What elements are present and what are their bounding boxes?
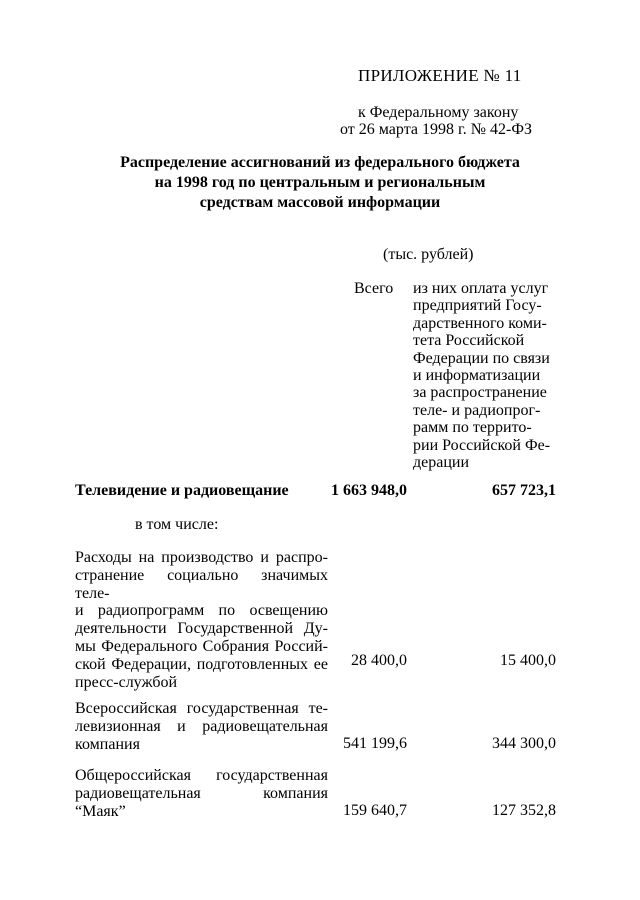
law-reference-line1: к Федеральному закону [358, 104, 519, 121]
heading-line: на 1998 год по центральным и региональным [154, 174, 486, 191]
label-line: странение социально значимых теле- [75, 566, 328, 602]
label-line: “Маяк” [75, 802, 126, 820]
column-header-line: за распространение [413, 384, 547, 402]
column-header-line: дарственного коми- [413, 314, 547, 332]
label-line: радиовещательная компания [75, 784, 328, 802]
label-line: пресс-службой [75, 673, 178, 691]
label-line: Всероссийская государственная те- [75, 700, 328, 717]
document-heading [0, 153, 640, 213]
column-header-line: рии Российской Фе- [413, 436, 551, 454]
column-header-line: дерации [413, 454, 470, 472]
table-row-label: в том числе: [135, 516, 219, 533]
table-cell-subtotal: 344 300,0 [492, 735, 556, 752]
column-header-line: и информатизации [413, 367, 541, 385]
label-line: Общероссийская государственная [75, 767, 328, 784]
column-header-total: Всего [354, 280, 394, 297]
label-line: Расходы на производство и распро- [75, 549, 328, 566]
label-line: и радиопрограмм по освещению [75, 602, 328, 620]
units-label: (тыс. рублей) [383, 246, 474, 263]
table-cell-total: 1 663 948,0 [331, 482, 407, 499]
table-row-label [75, 767, 328, 820]
label-line: мы Федерального Собрания Россий- [75, 637, 328, 655]
table-cell-subtotal: 657 723,1 [492, 482, 556, 499]
table-cell-total: 541 199,6 [343, 735, 407, 752]
table-cell-subtotal: 127 352,8 [492, 802, 556, 819]
label-line: левизионная и радиовещательная [75, 717, 328, 735]
label-line: компания [75, 735, 140, 753]
table-cell-subtotal: 15 400,0 [500, 652, 556, 669]
column-header-line: предприятий Госу- [413, 297, 542, 315]
law-reference-line2: от 26 марта 1998 г. № 42-ФЗ [340, 121, 532, 138]
table-cell-total: 28 400,0 [351, 652, 407, 669]
column-header-line: тета Российской [413, 332, 525, 350]
heading-line: Распределение ассигнований из федерального бюджета [120, 154, 520, 171]
heading-line: средствам массовой информации [199, 194, 441, 211]
label-line: деятельности Государственной Ду- [75, 620, 328, 638]
column-header-subtotal [413, 280, 555, 471]
column-header-line: теле- и радиопрог- [413, 401, 541, 419]
table-row-label: Телевидение и радиовещание [75, 482, 289, 499]
column-header-line: Федерации по связи [413, 349, 550, 367]
column-header-line: рамм по террито- [413, 419, 532, 437]
table-cell-total: 159 640,7 [343, 802, 407, 819]
table-row-label [75, 549, 328, 691]
column-header-line: из них оплата услуг [413, 280, 549, 297]
table-row-label [75, 700, 328, 753]
label-line: ской Федерации, подготовленных ее [75, 655, 328, 673]
appendix-title: ПРИЛОЖЕНИЕ № 11 [358, 66, 522, 85]
